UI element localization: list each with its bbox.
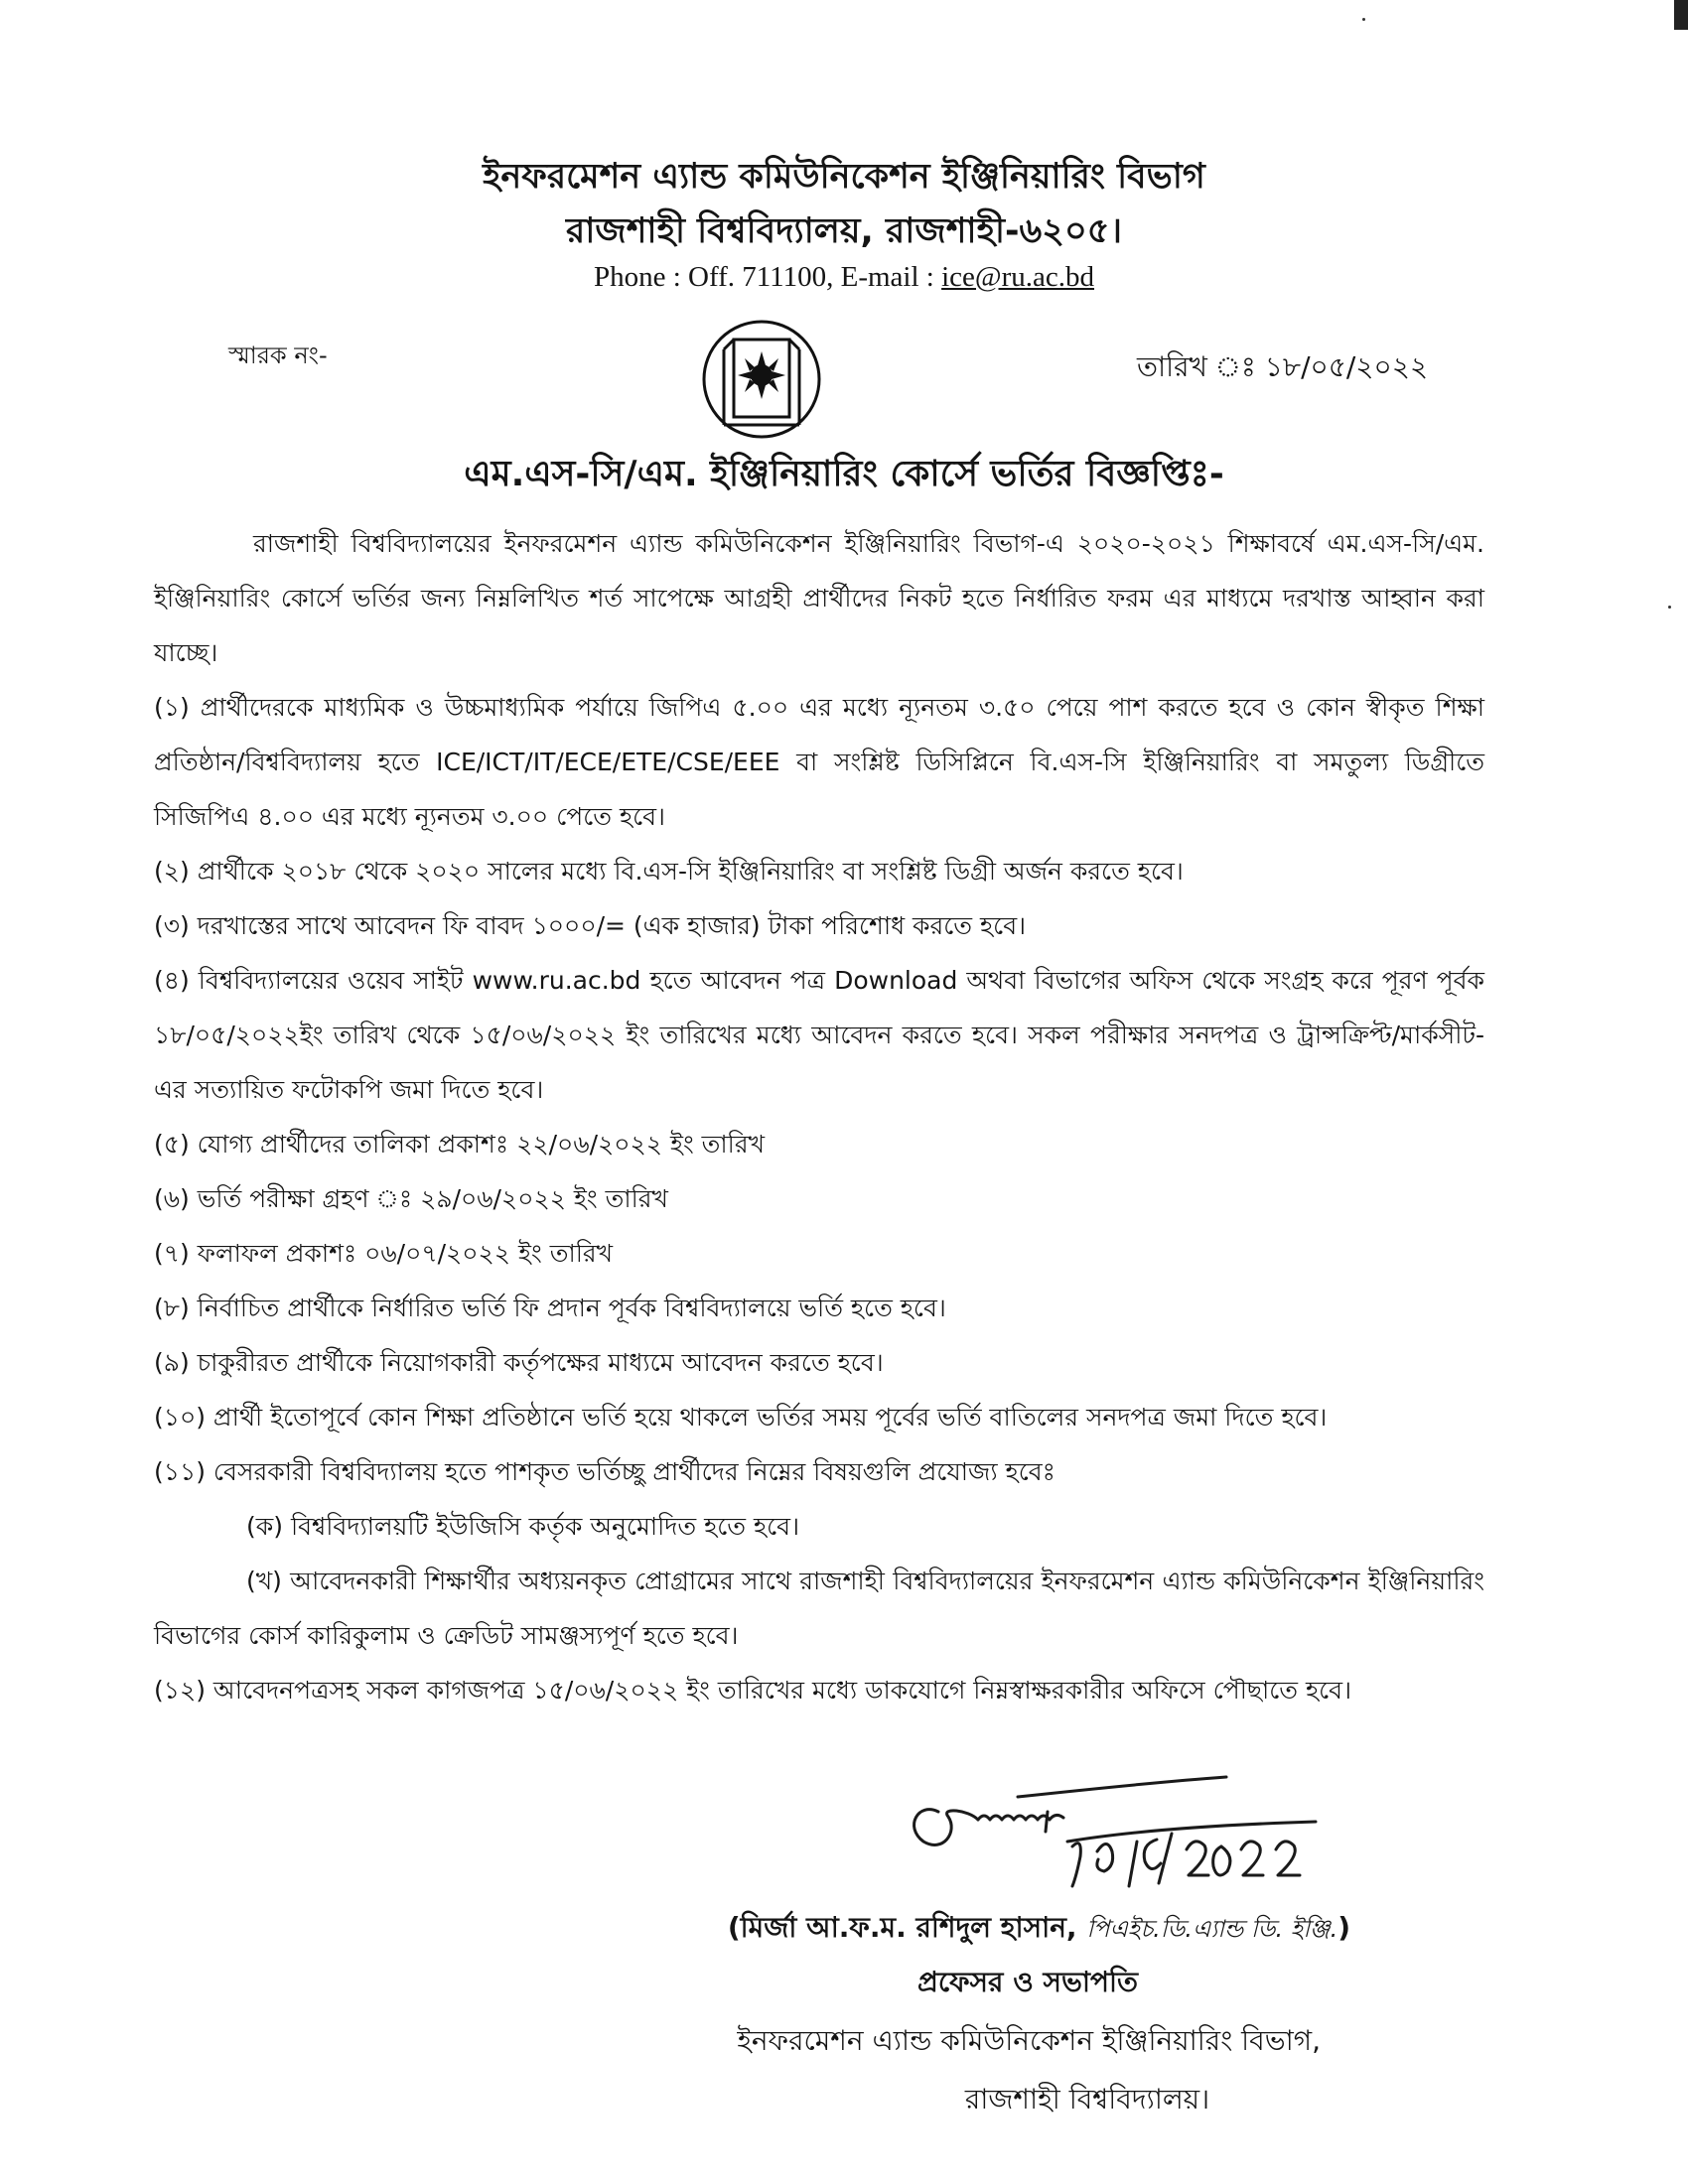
condition-4: (৪) বিশ্ববিদ্যালয়ের ওয়েব সাইট www.ru.ac.bd হতে আবেদন পত্র Download অথবা বিভাগের অফিস থেকে সংগ্রহ করে পূরণ পূর্বক ১৮/০৫/২০২২ইং তারিখ থেকে ১৫/০৬/২০২২ ইং তারিখের মধ্যে আবেদন করতে হবে। সকল পরীক্ষার সনদপত্র ও ট্রান্সক্রিপ্ট/মার্কসীট-এর সত্যায়িত ফটোকপি জমা দিতে হবে। [154,966,1484,1104]
signer-name-open: (মির্জা আ.ফ.ম. রশিদুল হাসান, [727,1911,1087,1944]
condition-11-a: (ক) বিশ্ববিদ্যালয়টি ইউজিসি কর্তৃক অনুমোদিত হতে হবে। [246,1512,800,1541]
condition-11: (১১) বেসরকারী বিশ্ববিদ্যালয় হতে পাশকৃত ভর্তিচ্ছু প্রার্থীদের নিম্নের বিষয়গুলি প্রযোজ্য হবেঃ [154,1457,1055,1486]
contact-prefix: Phone : Off. 711100, E-mail : [593,261,942,293]
scan-speck [1668,606,1671,609]
condition-2: (২) প্রার্থীকে ২০১৮ থেকে ২০২০ সালের মধ্যে বি.এস-সি ইঞ্জিনিয়ারিং বা সংশ্লিষ্ট ডিগ্রী অর্জন করতে হবে। [154,857,1184,886]
condition-9: (৯) চাকুরীরত প্রার্থীকে নিয়োগকারী কর্তৃপক্ষের মাধ্যমে আবেদন করতে হবে। [154,1348,884,1377]
condition-5: (৫) যোগ্য প্রার্থীদের তালিকা প্রকাশঃ ২২/০৬/২০২২ ইং তারিখ [154,1130,765,1159]
notice-body [154,516,1484,1717]
condition-11-b: (খ) আবেদনকারী শিক্ষার্থীর অধ্যয়নকৃত প্রোগ্রামের সাথে রাজশাহী বিশ্ববিদ্যালয়ের ইনফরমেশন এ্যান্ড কমিউনিকেশন ইঞ্জিনিয়ারিং বিভাগের কোর্স কারিকুলাম ও ক্রেডিট সামঞ্জস্যপূর্ণ হতে হবে। [154,1567,1484,1650]
signer-department: ইনফরমেশন এ্যান্ড কমিউনিকেশন ইঞ্জিনিয়ারিং বিভাগ, [737,2024,1321,2057]
memo-number-label: স্মারক নং- [228,341,328,369]
condition-8: (৮) নির্বাচিত প্রার্থীকে নির্ধারিত ভর্তি ফি প্রদান পূর্বক বিশ্ববিদ্যালয়ে ভর্তি হতে হবে। [154,1294,946,1322]
signer-degree: পিএইচ.ডি.এ্যান্ড ডি. ইঞ্জি. [1086,1915,1338,1943]
condition-1: (১) প্রার্থীদেরকে মাধ্যমিক ও উচ্চমাধ্যমিক পর্যায়ে জিপিএ ৫.০০ এর মধ্যে ন্যূনতম ৩.৫০ পেয়ে পাশ করতে হবে ও কোন স্বীকৃত শিক্ষা প্রতিষ্ঠান/বিশ্ববিদ্যালয় হতে ICE/ICT/IT/ECE/ETE/CSE/EEE বা সংশ্লিষ্ট ডিসিপ্লিনে বি.এস-সি ইঞ্জিনিয়ারিং বা সমতুল্য ডিগ্রীতে সিজিপিএ ৪.০০ এর মধ্যে ন্যূনতম ৩.০০ পেতে হবে। [154,693,1484,831]
university-heading: রাজশাহী বিশ্ববিদ্যালয়, রাজশাহী-৬২০৫। [566,211,1122,251]
scan-speck [1362,18,1365,21]
department-heading: ইনফরমেশন এ্যান্ড কমিউনিকেশন ইঞ্জিনিয়ারিং বিভাগ [483,157,1205,197]
issue-date: তারিখ ঃ ১৮/০৫/২০২২ [1137,350,1429,383]
intro-paragraph: রাজশাহী বিশ্ববিদ্যালয়ের ইনফরমেশন এ্যান্ড কমিউনিকেশন ইঞ্জিনিয়ারিং বিভাগ-এ ২০২০-২০২১ শিক্ষাবর্ষে এম.এস-সি/এম. ইঞ্জিনিয়ারিং কোর্সে ভর্তির জন্য নিম্নলিখিত শর্ত সাপেক্ষে আগ্রহী প্রার্থীদের নিকট হতে নির্ধারিত ফরম এর মাধ্যমে দরখাস্ত আহ্বান করা যাচ্ছে। [154,529,1484,667]
notice-title: এম.এস-সি/এম. ইঞ্জিনিয়ারিং কোর্সে ভর্তির বিজ্ঞপ্তিঃ- [464,454,1224,494]
condition-12: (১২) আবেদনপত্রসহ সকল কাগজপত্র ১৫/০৬/২০২২ ইং তারিখের মধ্যে ডাকযোগে নিম্নস্বাক্ষরকারীর অফিসে পৌছাতে হবে। [154,1676,1352,1705]
signer-title: প্রফেসর ও সভাপতি [916,1966,1139,1998]
signer-block [635,1906,1390,2124]
condition-3: (৩) দরখাস্তের সাথে আবেদন ফি বাবদ ১০০০/= (এক হাজার) টাকা পরিশোধ করতে হবে। [154,911,1027,940]
condition-6: (৬) ভর্তি পরীক্ষা গ্রহণ ঃ ২৯/০৬/২০২২ ইং তারিখ [154,1184,668,1213]
university-crest-icon [700,318,823,441]
scan-edge-mark [1674,0,1688,30]
signer-name [635,1906,1350,1953]
handwritten-signature [899,1772,1326,1896]
condition-10: (১০) প্রার্থী ইতোপূর্বে কোন শিক্ষা প্রতিষ্ঠানে ভর্তি হয়ে থাকলে ভর্তির সময় পূর্বের ভর্তি বাতিলের সনদপত্র জমা দিতে হবে। [154,1403,1328,1432]
signer-university: রাজশাহী বিশ্ববিদ্যালয়। [964,2083,1210,2116]
signer-name-close: ) [1337,1911,1350,1944]
condition-7: (৭) ফলাফল প্রকাশঃ ০৬/০৭/২০২২ ইং তারিখ [154,1239,614,1268]
email-link[interactable]: ice@ru.ac.bd [941,261,1095,293]
contact-line [0,261,1688,294]
